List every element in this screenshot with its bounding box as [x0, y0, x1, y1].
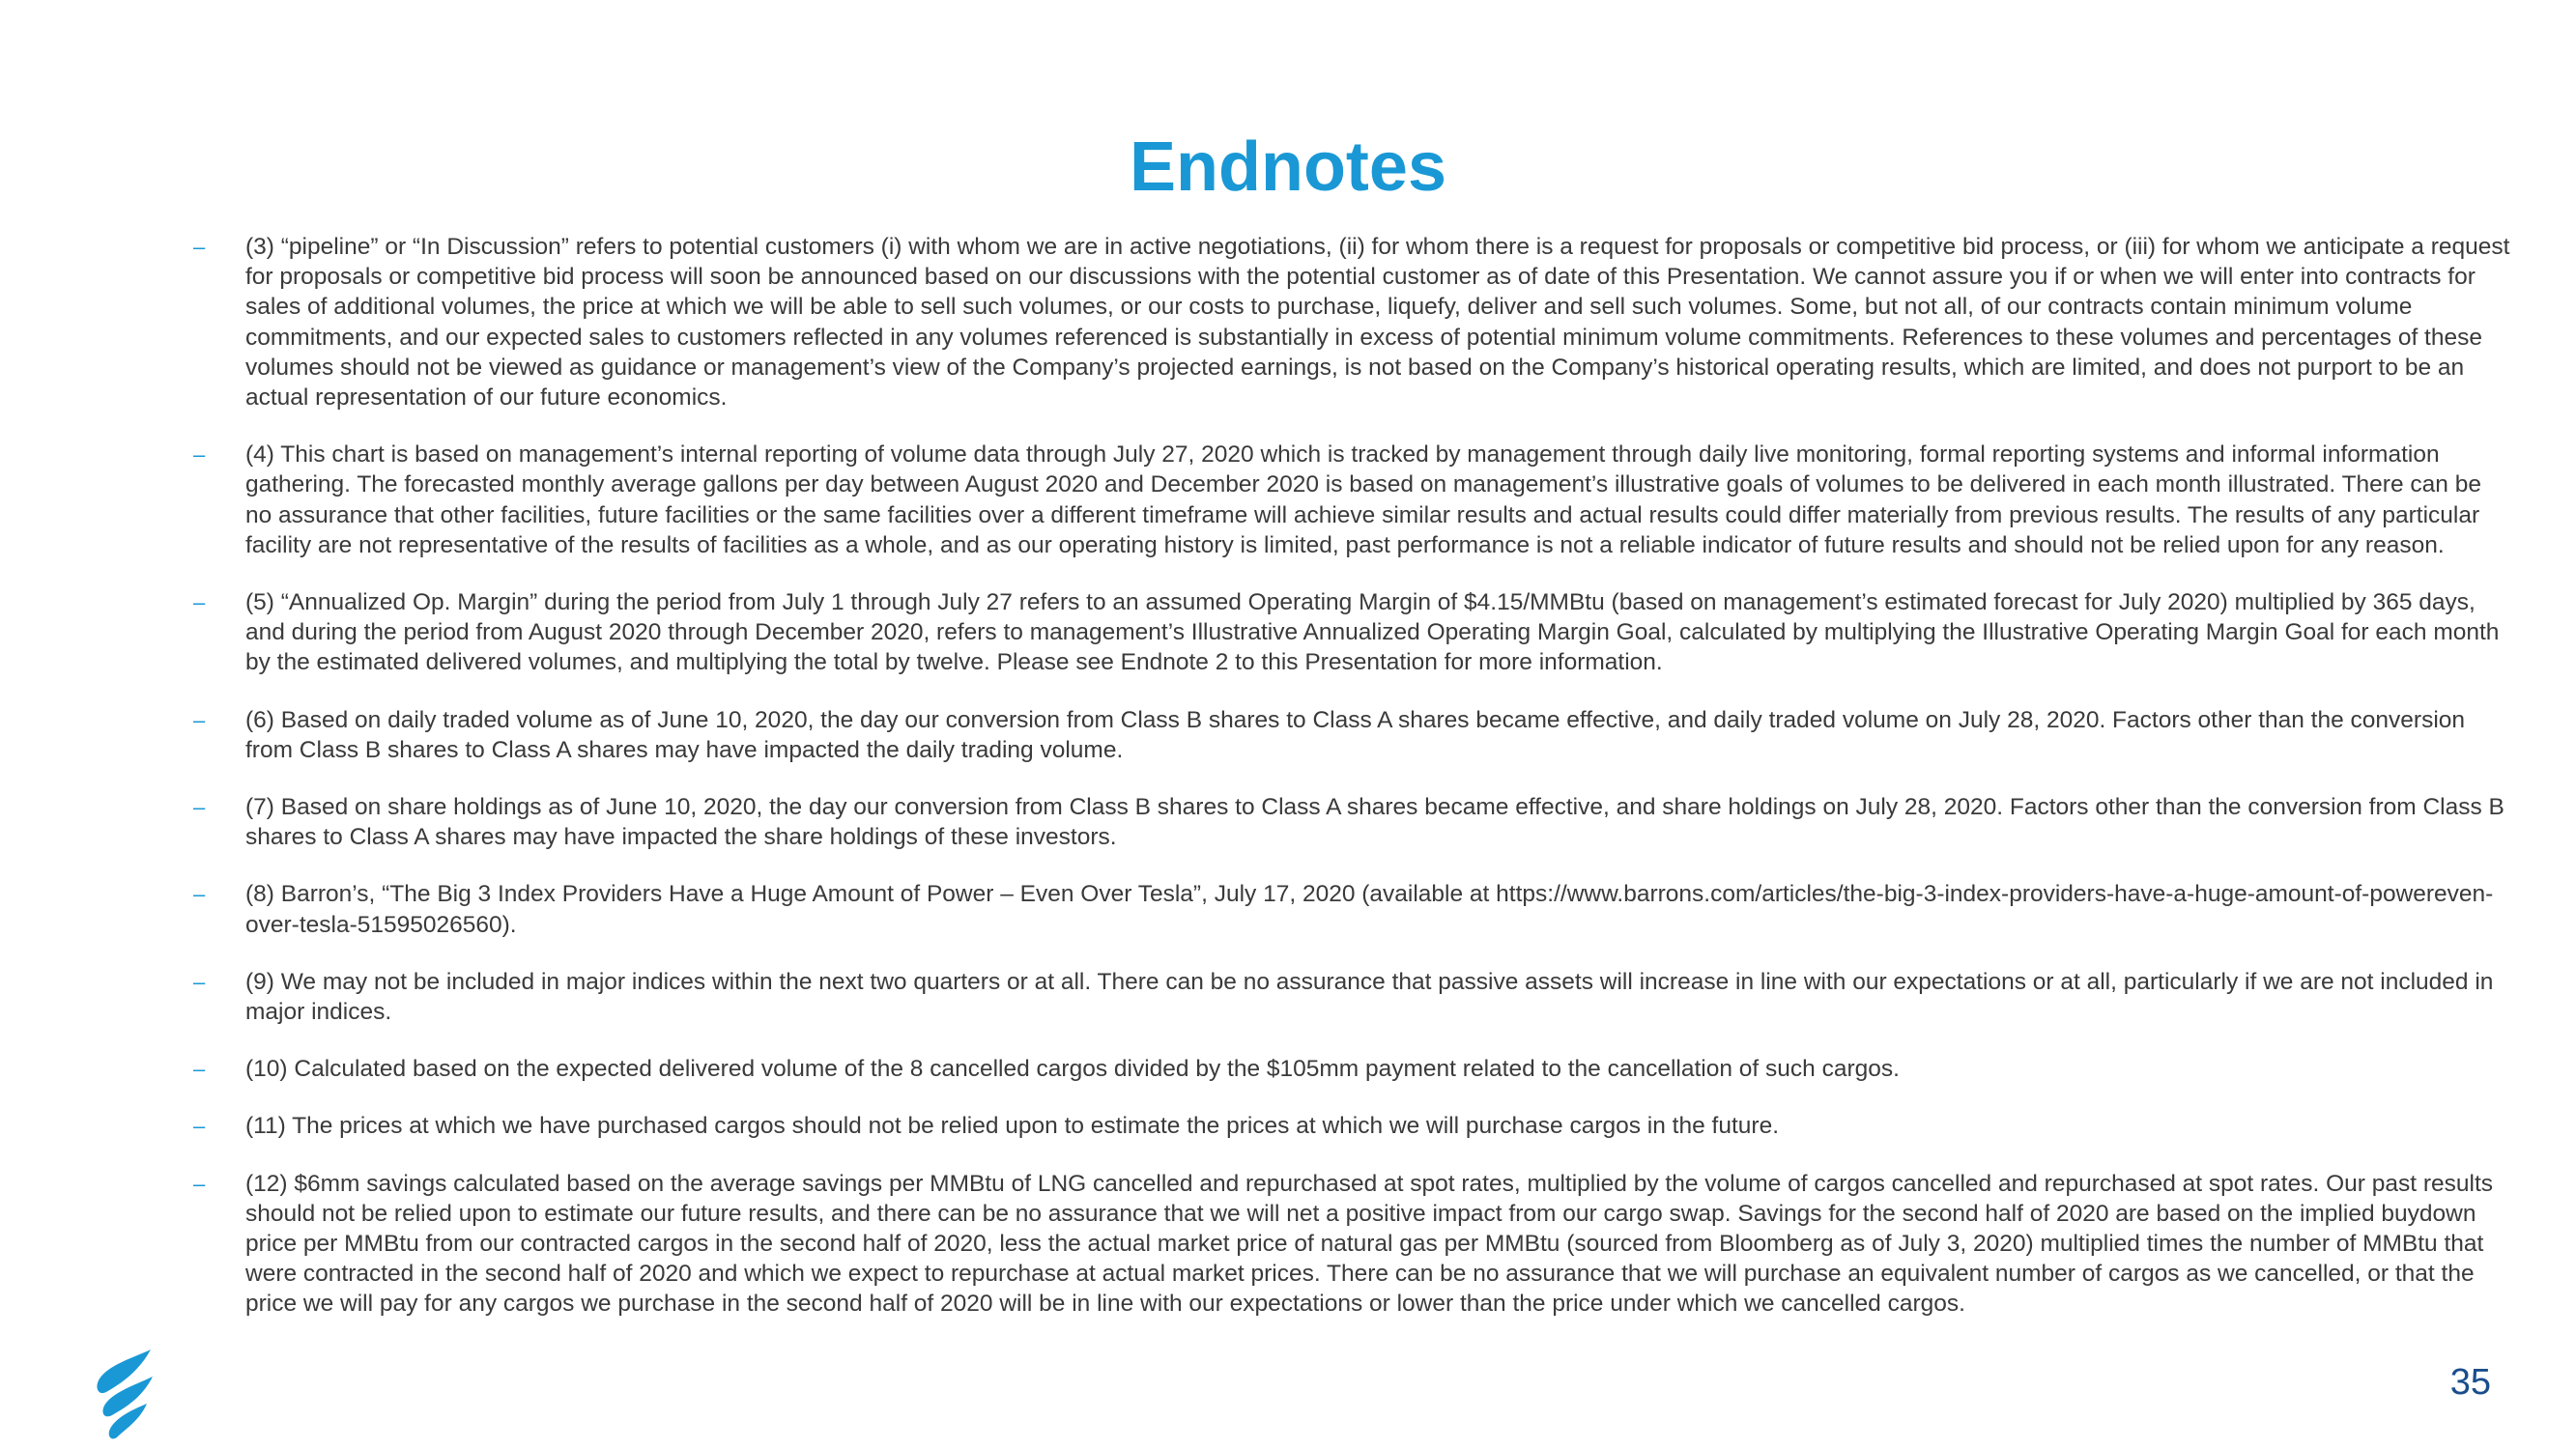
company-flame-logo-icon: [89, 1348, 158, 1444]
endnotes-list: [193, 232, 2512, 1347]
endnote-item: [193, 1054, 2512, 1084]
endnote-text: (9) We may not be included in major indices within the next two quarters or at all. There can be no assurance that passive assets will increase in line with our expectations or at all, particularly if we are not included in major indices.: [245, 968, 2494, 1026]
bullet-dash: –: [193, 235, 206, 259]
endnote-item: [193, 967, 2512, 1027]
endnote-item: [193, 1169, 2512, 1320]
bullet-dash: –: [193, 1171, 206, 1196]
endnote-item: [193, 1111, 2512, 1141]
endnote-item: [193, 440, 2512, 560]
bullet-dash: –: [193, 969, 206, 994]
endnote-text: (4) This chart is based on management’s internal reporting of volume data through July 27, 2020 which is tracked by management through daily live monitoring, formal reporting systems and informal information gathering. The forecasted monthly average gallons per day between August 2020 and December 2020 is based on management’s illustrative goals of volumes to be delivered in each month illustrated. There can be no assurance that other facilities, future facilities or the same facilities over a different timeframe will achieve similar results and actual results could differ materially from previous results. The results of any particular facility are not representative of the results of facilities as a whole, and as our operating history is limited, past performance is not a reliable indicator of future results and should not be relied upon for any reason.: [245, 441, 2481, 558]
endnote-text: (11) The prices at which we have purchased cargos should not be relied upon to estimate the prices at which we will purchase cargos in the future.: [245, 1113, 1780, 1140]
endnote-text: (8) Barron’s, “The Big 3 Index Providers Have a Huge Amount of Power – Even Over Tesla”, July 17, 2020 (available at https://www.barrons.com/articles/the-big-3-index-providers-have-a-huge-amount-of-powereven-over-tesla-51595026560).: [245, 881, 2494, 938]
endnote-item: [193, 587, 2512, 678]
endnote-text: (7) Based on share holdings as of June 10, 2020, the day our conversion from Class B shares to Class A shares became effective, and share holdings on July 28, 2020. Factors other than the conversion from Class B shares to Class A shares may have impacted the share holdings of these investors.: [245, 794, 2504, 851]
endnote-item: [193, 792, 2512, 852]
endnote-item: [193, 705, 2512, 765]
bullet-dash: –: [193, 707, 206, 732]
bullet-dash: –: [193, 882, 206, 907]
endnote-text: (6) Based on daily traded volume as of June 10, 2020, the day our conversion from Class B shares to Class A shares became effective, and daily traded volume on July 28, 2020. Factors other than the conversion from Class B shares to Class A shares may have impacted the daily trading volume.: [245, 706, 2466, 763]
endnote-text: (10) Calculated based on the expected delivered volume of the 8 cancelled cargos divided by the $105mm payment related to the cancellation of such cargos.: [245, 1056, 1900, 1083]
endnote-text: (12) $6mm savings calculated based on the average savings per MMBtu of LNG cancelled and repurchased at spot rates, multiplied by the volume of cargos cancelled and repurchased at spot rates. Our past results should not be relied upon to estimate our future results, and there can be no assurance that we will net a positive impact from our cargo swap. Savings for the second half of 2020 are based on the implied buydown price per MMBtu from our contracted cargos in the second half of 2020, less the actual market price of natural gas per MMBtu (sourced from Bloomberg as of July 3, 2020) multiplied times the number of MMBtu that were contracted in the second half of 2020 and which we expect to repurchase at actual market prices. There can be no assurance that we will purchase an equivalent number of cargos as we cancelled, or that the price we will pay for any cargos we purchase in the second half of 2020 will be in line with our expectations or lower than the price under which we cancelled cargos.: [245, 1170, 2494, 1318]
endnote-text: (5) “Annualized Op. Margin” during the period from July 1 through July 27 refers to an assumed Operating Margin of $4.15/MMBtu (based on management’s estimated forecast for July 2020) multiplied by 365 days, and during the period from August 2020 through December 2020, refers to management’s Illustrative Annualized Operating Margin Goal, calculated by multiplying the Illustrative Operating Margin Goal for each month by the estimated delivered volumes, and multiplying the total by twelve. Please see Endnote 2 to this Presentation for more information.: [245, 589, 2500, 676]
page-title: Endnotes: [1129, 128, 1446, 206]
endnote-item: [193, 879, 2512, 939]
endnote-text: (3) “pipeline” or “In Discussion” refers to potential customers (i) with whom we are in active negotiations, (ii) for whom there is a request for proposals or competitive bid process, or (iii) for whom we anticipate a request for proposals or competitive bid process will soon be announced based on our discussions with the potential customer as of date of this Presentation. We cannot assure you if or when we will enter into contracts for sales of additional volumes, the price at which we will be able to sell such volumes, or our costs to purchase, liquefy, deliver and sell such volumes. Some, but not all, of our contracts contain minimum volume commitments, and our expected sales to customers reflected in any volumes referenced is substantially in excess of potential minimum volume commitments. References to these volumes and percentages of these volumes should not be viewed as guidance or management’s view of the Company’s projected earnings, is not based on the Company’s historical operating results, which are limited, and does not purport to be an actual representation of our future economics.: [245, 234, 2510, 412]
bullet-dash: –: [193, 1114, 206, 1139]
bullet-dash: –: [193, 442, 206, 468]
endnote-item: [193, 232, 2512, 412]
bullet-dash: –: [193, 1057, 206, 1082]
bullet-dash: –: [193, 590, 206, 615]
page-number: 35: [2449, 1362, 2491, 1403]
bullet-dash: –: [193, 795, 206, 820]
